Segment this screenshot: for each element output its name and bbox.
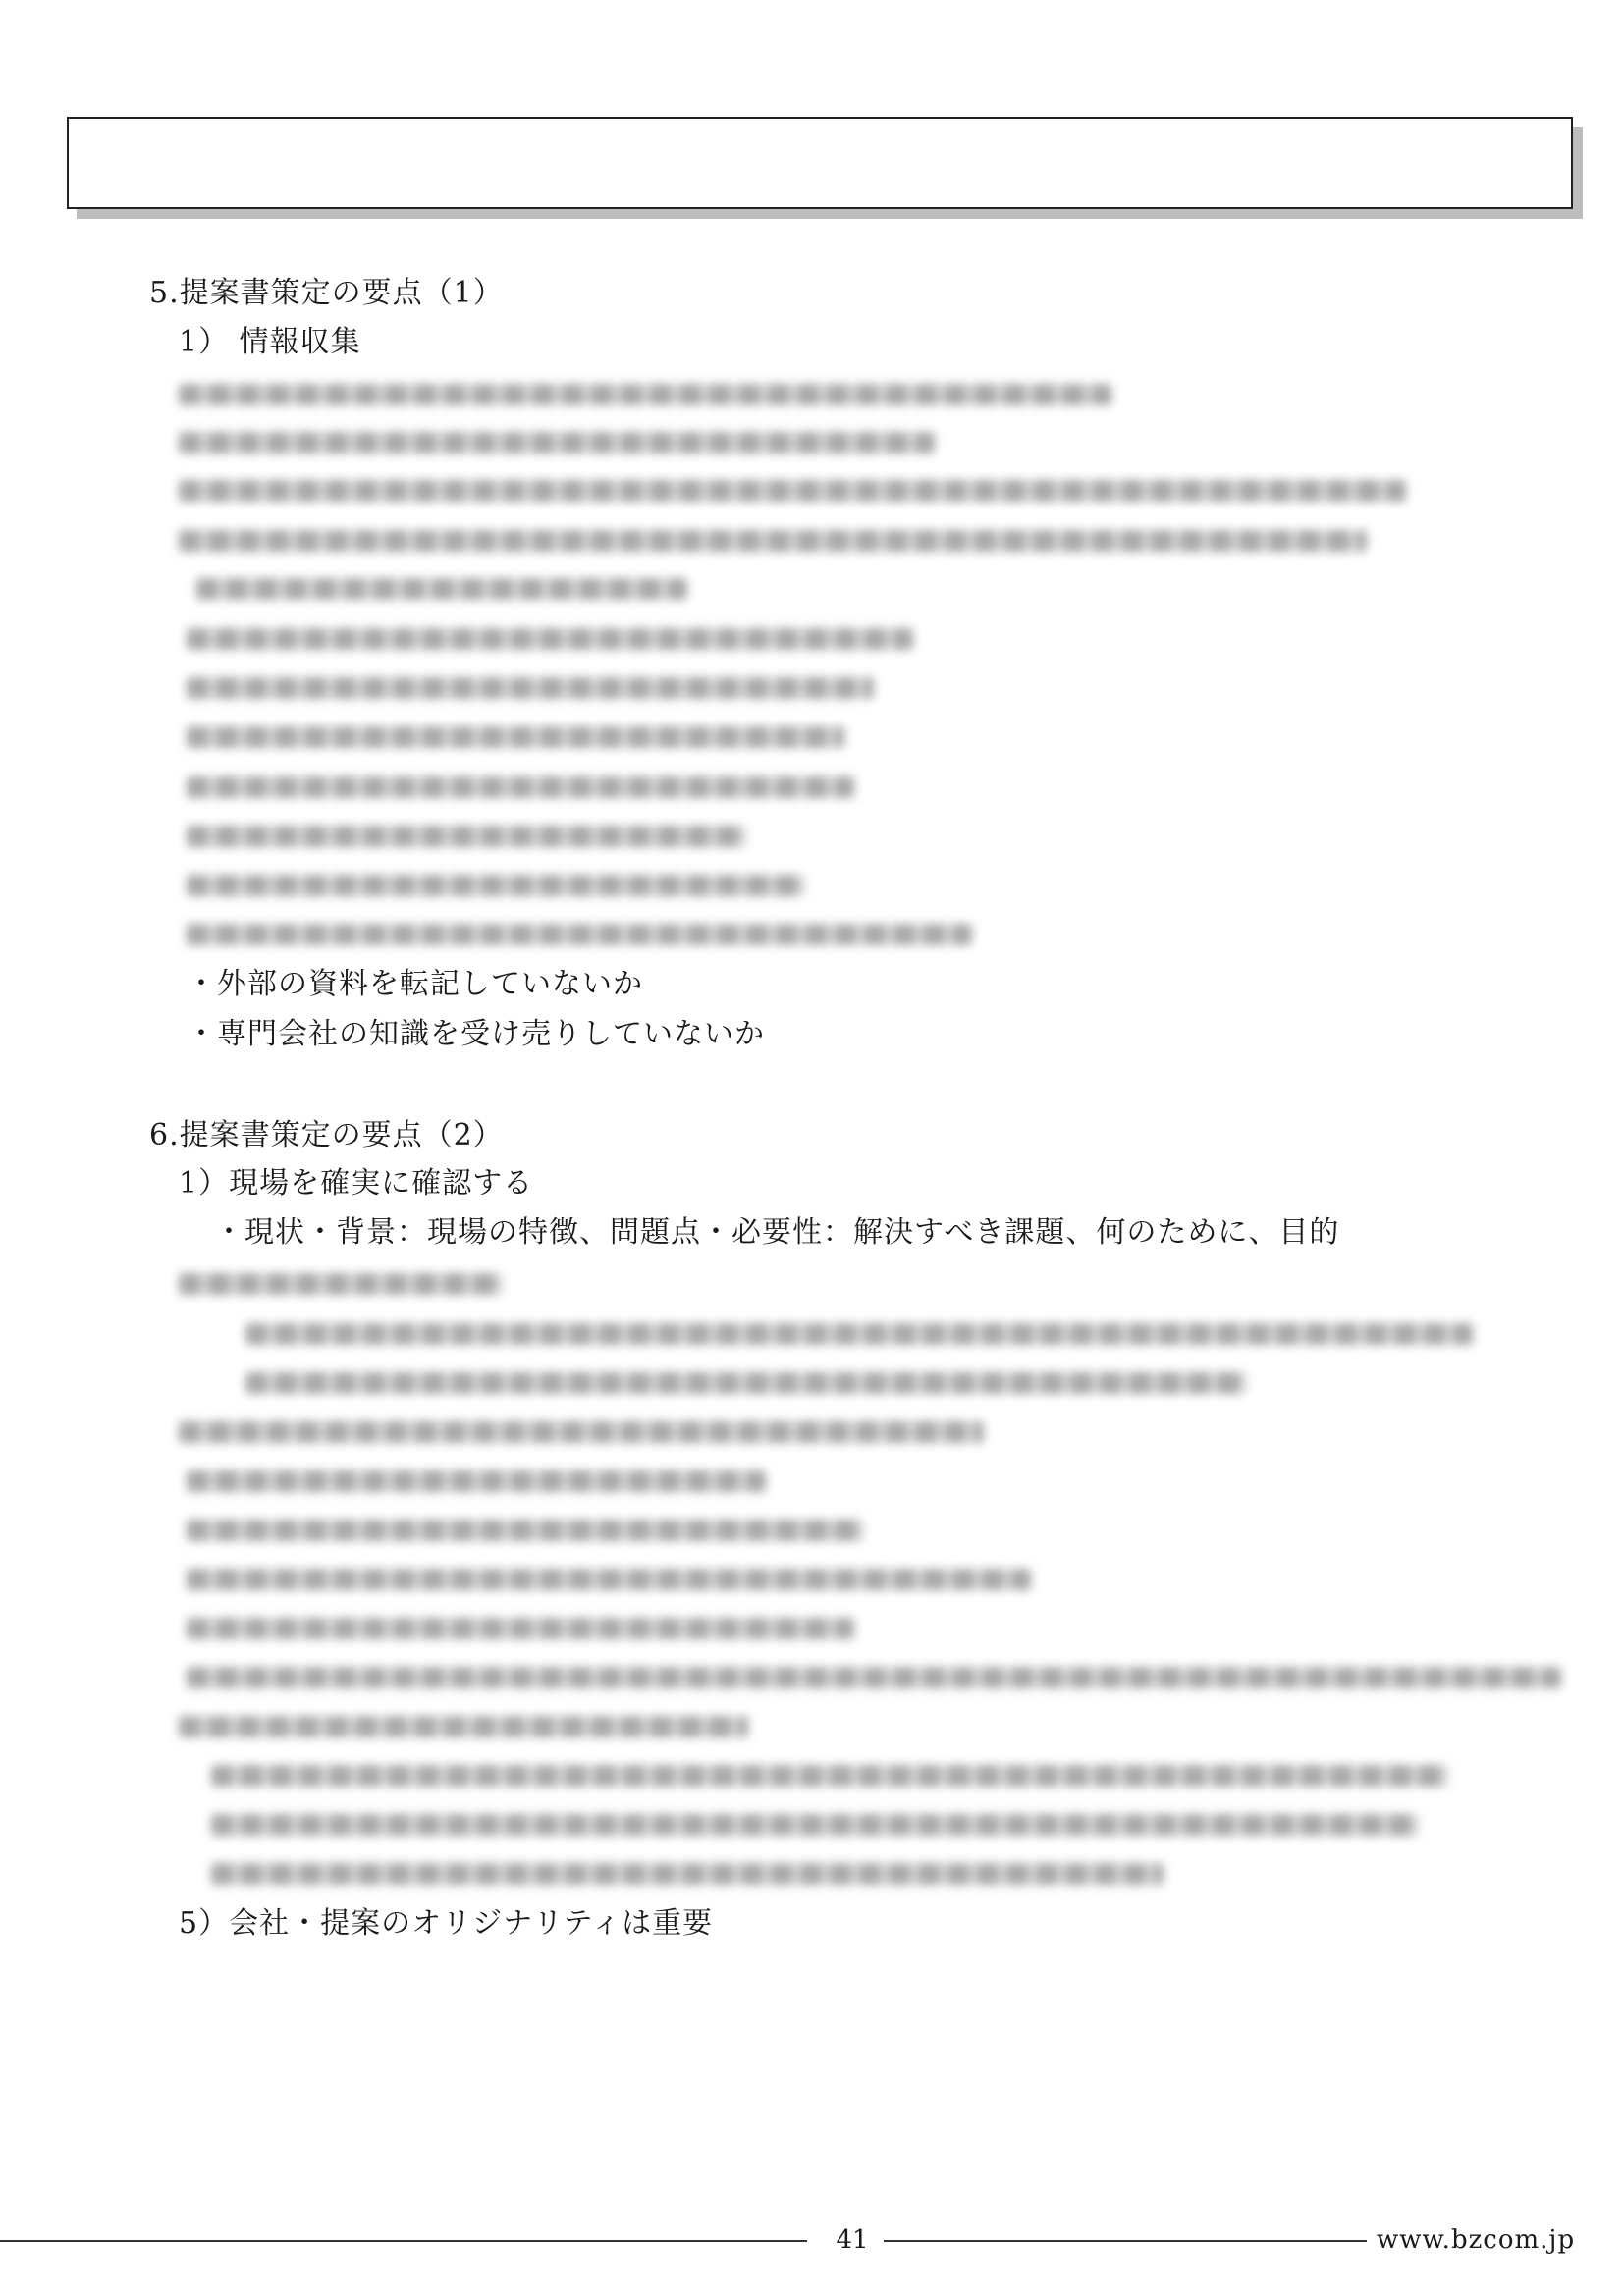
blurred-text-line bbox=[187, 776, 854, 798]
section5-bullet-external: ・外部の資料を転記していないか bbox=[187, 967, 643, 1001]
blurred-text-line bbox=[245, 1323, 1473, 1345]
title-box bbox=[67, 117, 1573, 209]
blurred-text-line bbox=[179, 1421, 984, 1443]
blurred-text-line bbox=[187, 1667, 1561, 1688]
blurred-text-line bbox=[187, 677, 874, 699]
blurred-text-line bbox=[187, 924, 972, 945]
blurred-text-line bbox=[187, 1470, 766, 1492]
section6-item1-bullet: ・現状・背景：現場の特徴、問題点・必要性：解決すべき課題、何のために、目的 bbox=[214, 1215, 1340, 1250]
footer-rule-left bbox=[0, 2240, 807, 2242]
page-number: 41 bbox=[836, 2225, 869, 2255]
blurred-text-line bbox=[187, 826, 746, 847]
blurred-text-line bbox=[179, 432, 935, 454]
section5-bullet-specialist: ・専門会社の知識を受け売りしていないか bbox=[187, 1017, 765, 1051]
blurred-text-line bbox=[211, 1765, 1448, 1787]
blurred-text-line bbox=[211, 1863, 1164, 1885]
section6-item1: 1）現場を確実に確認する bbox=[179, 1166, 534, 1201]
blurred-text-line bbox=[179, 1716, 748, 1737]
blurred-text-line bbox=[187, 726, 844, 748]
section5-heading: 5.提案書策定の要点（1） bbox=[149, 276, 504, 310]
footer-rule-right bbox=[884, 2240, 1367, 2242]
blurred-text-line bbox=[187, 875, 805, 896]
blurred-text-line bbox=[179, 1273, 503, 1295]
section6-heading: 6.提案書策定の要点（2） bbox=[149, 1118, 504, 1152]
blurred-text-line bbox=[179, 384, 1111, 405]
blurred-text-line bbox=[196, 578, 687, 600]
footer-url: www.bzcom.jp bbox=[1377, 2225, 1576, 2255]
section6-item5: 5）会社・提案のオリジナリティは重要 bbox=[179, 1906, 714, 1941]
section5-item1: 1） 情報収集 bbox=[179, 325, 361, 359]
blurred-text-line bbox=[187, 1618, 854, 1639]
blurred-text-line bbox=[179, 530, 1367, 552]
blurred-text-line bbox=[179, 480, 1406, 502]
blurred-text-line bbox=[245, 1372, 1247, 1394]
blurred-text-line bbox=[187, 1569, 1031, 1590]
blurred-text-line bbox=[187, 628, 913, 650]
blurred-text-line bbox=[211, 1814, 1419, 1836]
blurred-text-line bbox=[187, 1520, 864, 1541]
